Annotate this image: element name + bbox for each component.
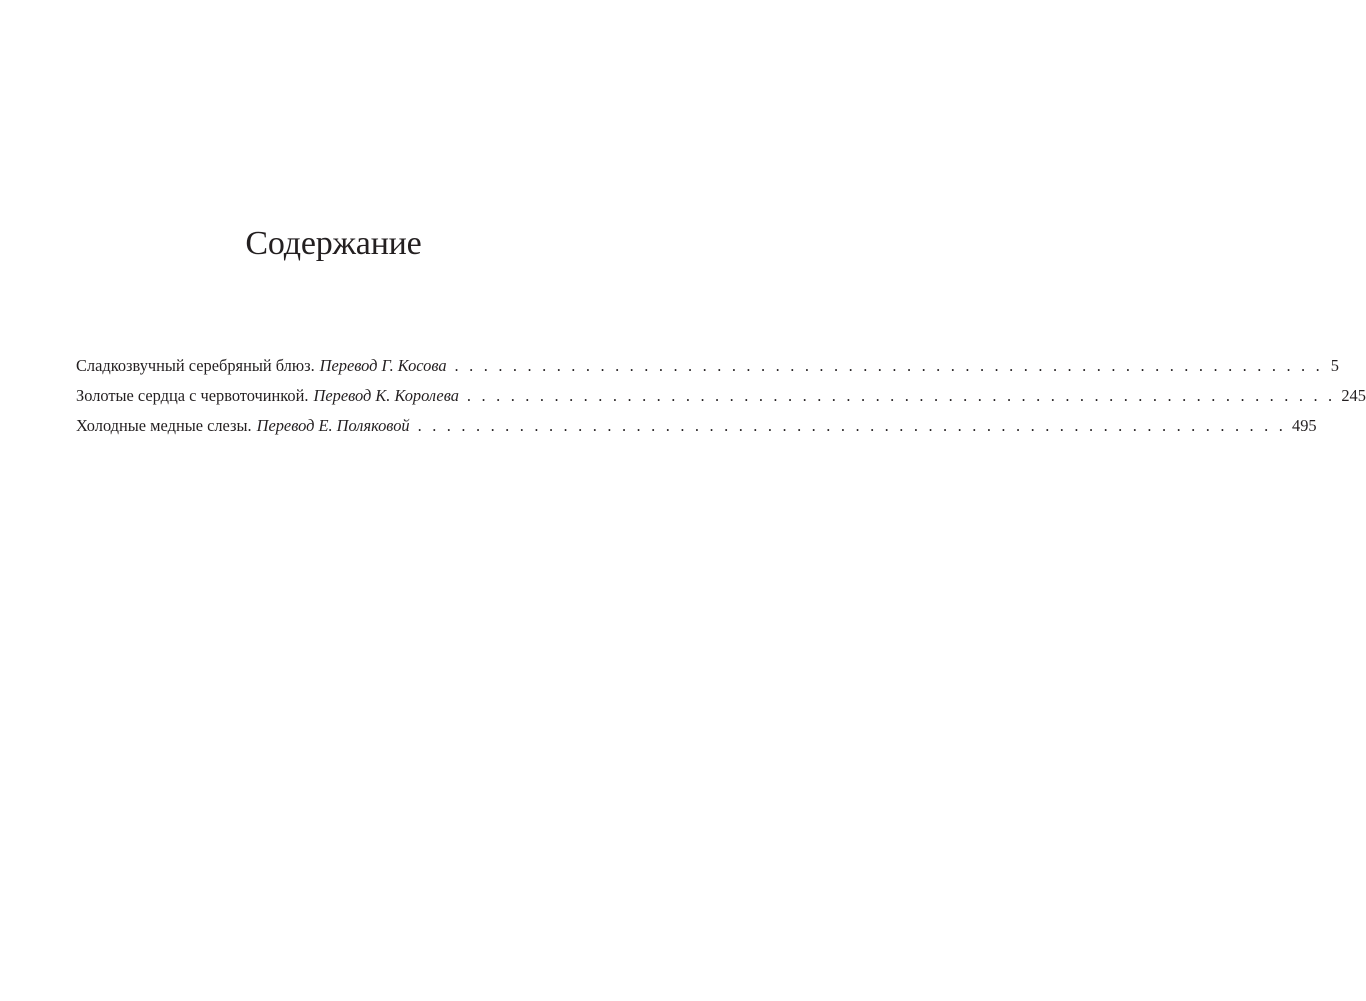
- toc-entry: [76, 386, 1366, 416]
- dot-leader: . . . . . . . . . . . . . . . . . . . . . . . . . . . . . . . . . . . . . . . . . . . . . . . . . . . . . . . . . . . .: [454, 356, 1323, 375]
- page-title: Содержание: [245, 225, 422, 262]
- table-of-contents: [76, 356, 1366, 446]
- toc-entry-title: Золотые сердца с червоточинкой.: [76, 386, 309, 405]
- toc-entry-translator: Перевод Г. Косова: [319, 356, 447, 375]
- dot-leader: . . . . . . . . . . . . . . . . . . . . . . . . . . . . . . . . . . . . . . . . . . . . . . . . . . . . . . . . . . . .: [466, 386, 1336, 405]
- dot-leader: . . . . . . . . . . . . . . . . . . . . . . . . . . . . . . . . . . . . . . . . . . . . . . . . . . . . . . . . . . . .: [417, 416, 1287, 435]
- toc-entry: [76, 416, 1317, 446]
- toc-entry-translator: Перевод Е. Поляковой: [256, 416, 410, 435]
- toc-entry-title: Холодные медные слезы.: [76, 416, 252, 435]
- toc-entry: [76, 356, 1339, 386]
- toc-entry-page-number: 245: [1341, 386, 1366, 405]
- toc-entry-page-number: 495: [1292, 416, 1317, 435]
- toc-entry-title: Сладкозвучный серебряный блюз.: [76, 356, 315, 375]
- toc-entry-translator: Перевод К. Королева: [313, 386, 459, 405]
- toc-entry-page-number: 5: [1330, 356, 1339, 375]
